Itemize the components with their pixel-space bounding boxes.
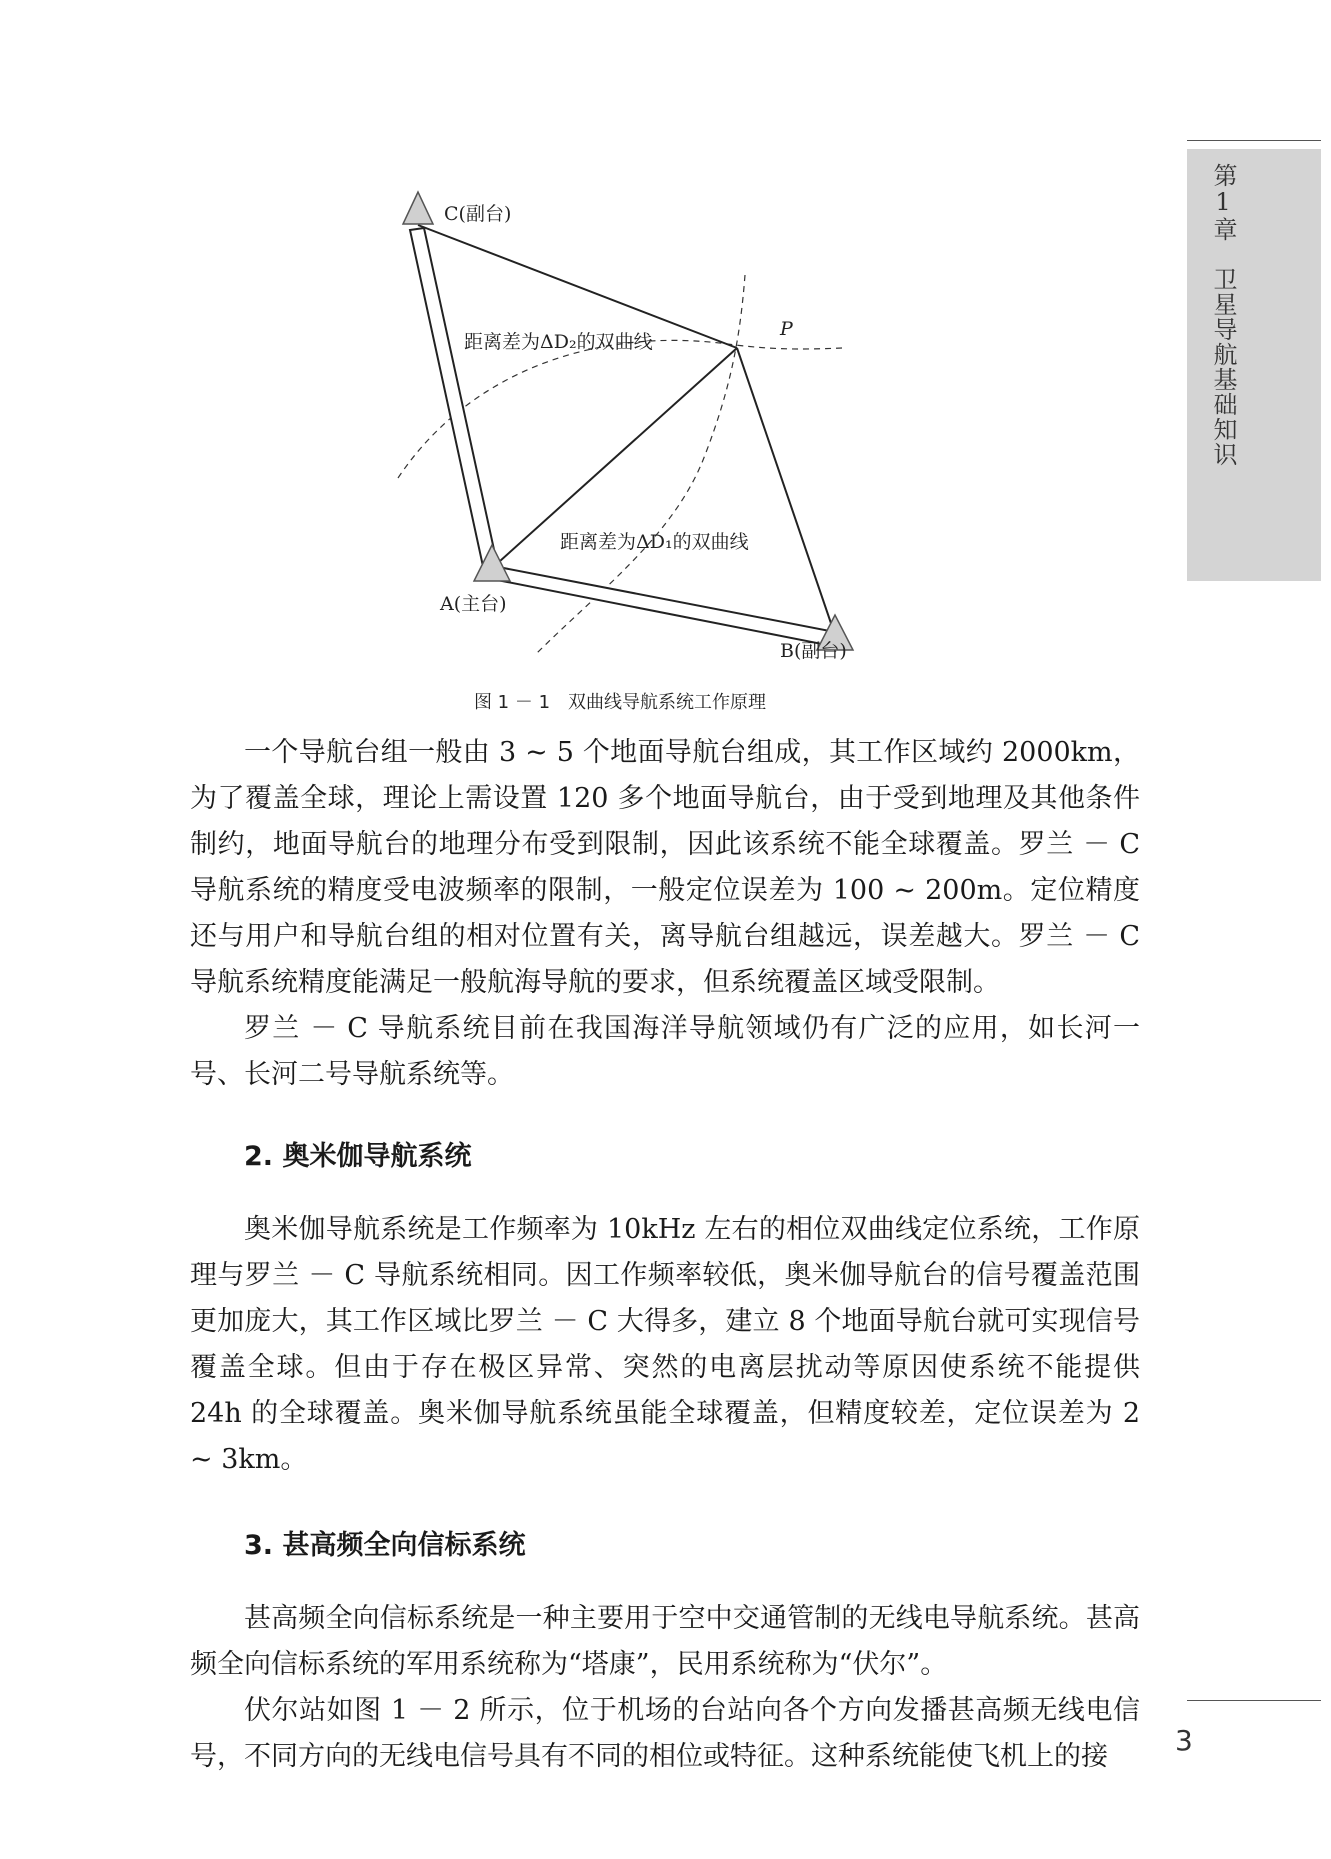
label-hyperbola-d1: 距离差为ΔD₁的双曲线 [560, 531, 749, 553]
side-rule-top [1187, 140, 1321, 141]
line-c-p [418, 225, 737, 348]
paragraph-vor-intro: 甚高频全向信标系统是一种主要用于空中交通管制的无线电导航系统。甚高频全向信标系统的军用系统称为“塔康”，民用系统称为“伏尔”。 [190, 1603, 1140, 1680]
label-point-p: P [780, 318, 793, 340]
heading-omega: 2. 奥米伽导航系统 [244, 1141, 472, 1172]
paragraph-loran-usage: 罗兰 － C 导航系统目前在我国海洋导航领域仍有广泛的应用，如长河一号、长河二号导航系统等。 [190, 1013, 1140, 1090]
hyperbola-figure [380, 190, 860, 680]
side-rule-bottom [1187, 1700, 1321, 1701]
chapter-title: 第1章 卫星导航基础知识 [1209, 163, 1237, 467]
chapter-side-tab [1187, 149, 1321, 581]
figure-caption: 图 1 － 1 双曲线导航系统工作原理 [473, 692, 767, 713]
label-station-c: C(副台) [444, 203, 512, 225]
page-number: 3 [1175, 1724, 1193, 1757]
paragraph-loran-accuracy: 一个导航台组一般由 3 ~ 5 个地面导航台组成，其工作区域约 2000km，为了覆盖全球，理论上需设置 120 多个地面导航台，由于受到地理及其他条件制约，地面导航台的地理分布受到限制，因此该系统不能全球覆盖。罗兰 － C 导航系统的精度受电波频率的限制，一般定位误差为 100 ~ 200m。定位精度还与用户和导航台组的相对位置有关，离导航台组越远，误差越大。罗兰 － C 导航系统精度能满足一般航海导航的要求，但系统覆盖区域受限制。 [190, 737, 1140, 998]
station-c-triangle [403, 192, 433, 224]
body-text [190, 730, 1140, 1780]
label-station-a: A(主台) [440, 593, 507, 615]
label-hyperbola-d2: 距离差为ΔD₂的双曲线 [464, 331, 653, 353]
line-p-b [737, 348, 835, 635]
baseline-a-b [488, 565, 835, 646]
baseline-a-c [410, 228, 498, 571]
label-station-b: B(副台) [780, 640, 847, 662]
paragraph-omega: 奥米伽导航系统是工作频率为 10kHz 左右的相位双曲线定位系统，工作原理与罗兰 － C 导航系统相同。因工作频率较低，奥米伽导航台的信号覆盖范围更加庞大，其工作区域比罗兰 － C 大得多，建立 8 个地面导航台就可实现信号覆盖全球。但由于存在极区异常、突然的电离层扰动等原因使系统不能提供 24h 的全球覆盖。奥米伽导航系统虽能全球覆盖，但精度较差，定位误差为 2 ~ 3km。 [190, 1214, 1140, 1475]
paragraph-vor-station: 伏尔站如图 1 － 2 所示，位于机场的台站向各个方向发播甚高频无线电信号，不同方向的无线电信号具有不同的相位或特征。这种系统能使飞机上的接 [190, 1695, 1140, 1772]
heading-vor: 3. 甚高频全向信标系统 [244, 1530, 526, 1561]
